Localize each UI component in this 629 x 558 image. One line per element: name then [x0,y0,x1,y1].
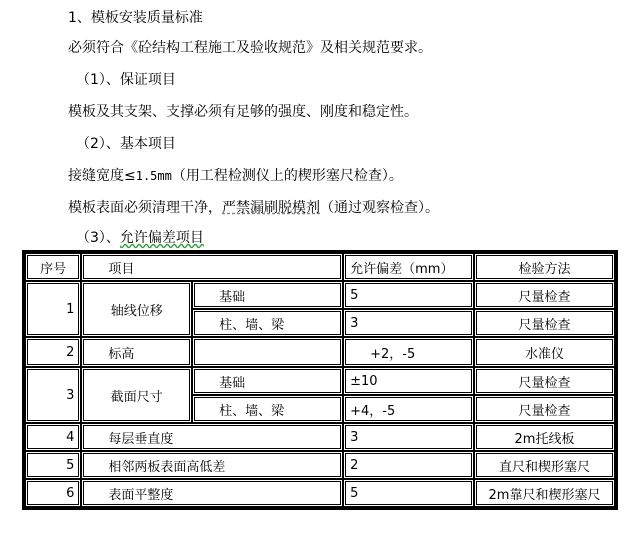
row-deviation: 5 [343,479,474,507]
surface-clean-text-c: （通过观察检查）。 [320,200,439,216]
row-item: 每层垂直度 [81,423,343,451]
row-no: 2 [25,337,81,367]
row-method: 尺量检查 [474,367,615,395]
row-deviation: 3 [343,309,474,337]
table-header-row [25,253,615,281]
table-row [25,367,615,395]
row-item: 表面平整度 [81,479,343,507]
row-item: 轴线位移 [81,281,192,337]
row-subitem: 柱、墙、梁 [192,309,343,337]
table-row [25,423,615,451]
table-row [25,281,615,309]
row-subitem: 柱、墙、梁 [192,395,343,423]
row-no: 4 [25,423,81,451]
tolerance-items-title [76,228,204,248]
row-method: 尺量检查 [474,309,615,337]
header-method: 检验方法 [474,253,615,281]
row-method: 尺量检查 [474,395,615,423]
table-row [25,479,615,507]
tolerance-items-prefix: （3）、 [76,230,120,246]
row-deviation: +4，-5 [343,395,474,423]
table-row [25,337,615,367]
joint-width-value: 1.5mm [135,169,172,183]
row-deviation: +2，-5 [343,337,474,367]
row-no: 3 [25,367,81,423]
row-no: 6 [25,479,81,507]
intro-paragraph: 必须符合《砼结构工程施工及验收规范》及相关规范要求。 [68,40,432,56]
guarantee-items-text: 模板及其支架、支撑必须有足够的强度、刚度和稳定性。 [68,104,418,120]
row-method: 2m靠尺和楔形塞尺 [474,479,615,507]
section-heading: 1、模板安装质量标准 [68,10,203,26]
row-subitem: 基础 [192,281,343,309]
row-method: 水准仪 [474,337,615,367]
row-deviation: 3 [343,423,474,451]
table-row [25,451,615,479]
joint-width-text-c: （用工程检测仪上的楔形塞尺检查）。 [171,168,403,184]
row-subitem-empty [192,337,343,367]
row-item: 相邻两板表面高低差 [81,451,343,479]
header-deviation: 允许偏差（mm） [343,253,474,281]
release-agent-phrase: 严禁漏刷脱模剂 [222,200,320,216]
row-deviation: 5 [343,281,474,309]
header-no: 序号 [25,253,81,281]
row-item: 截面尺寸 [81,367,192,423]
surface-clean-text-a: 模板表面必须清理干净， [68,200,222,216]
header-item: 项目 [81,253,343,281]
guarantee-items-title: （1）、保证项目 [76,72,176,88]
row-deviation: ±10 [343,367,474,395]
joint-width-line [68,166,403,186]
row-no: 5 [25,451,81,479]
joint-width-text-a: 接缝宽度≤ [68,168,136,184]
row-item: 标高 [81,337,192,367]
row-method: 尺量检查 [474,281,615,309]
row-no: 1 [25,281,81,337]
tolerance-items-label: 允许偏差项目 [119,230,204,246]
row-deviation: 2 [343,451,474,479]
row-method: 直尺和楔形塞尺 [474,451,615,479]
surface-clean-line [68,198,439,218]
basic-items-title: （2）、基本项目 [76,136,176,152]
tolerance-table [22,250,618,510]
row-subitem: 基础 [192,367,343,395]
row-method: 2m托线板 [474,423,615,451]
